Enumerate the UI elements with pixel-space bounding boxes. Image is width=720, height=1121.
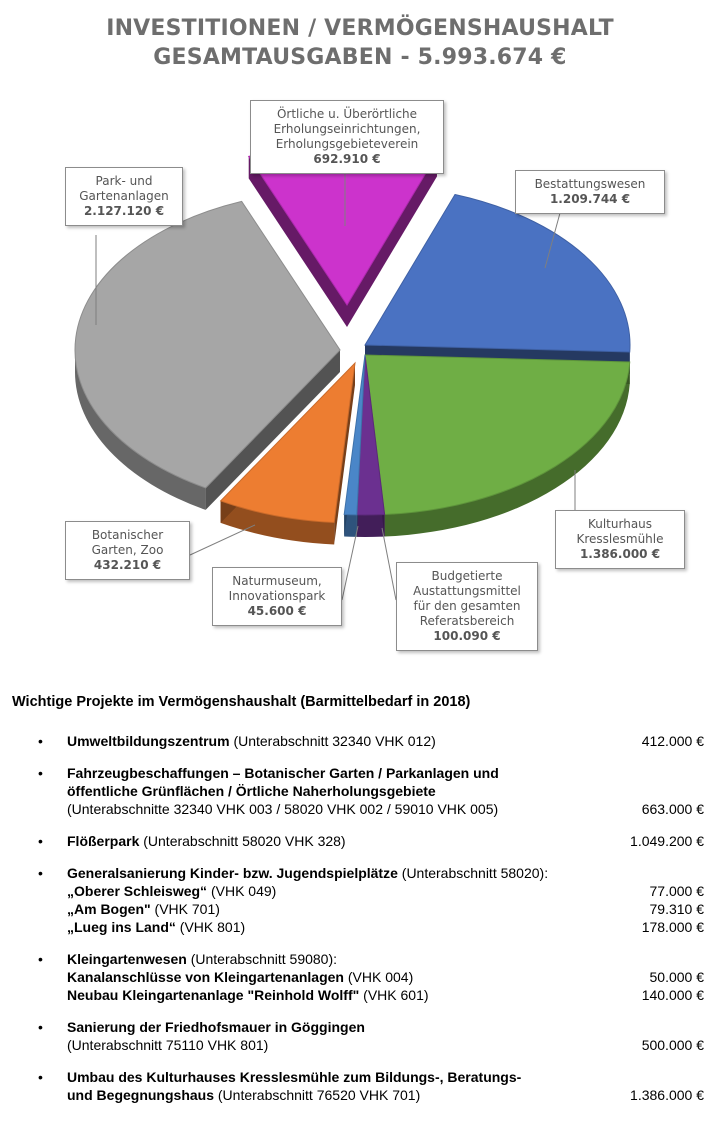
project-line bbox=[67, 968, 704, 986]
projects-heading: Wichtige Projekte im Vermögenshaushalt (Barmittelbedarf in 2018) bbox=[12, 694, 471, 710]
project-detail: (Unterabschnitt 58020 VHK 328) bbox=[139, 833, 346, 849]
project-name: Neubau Kleingartenanlage "Reinhold Wolff" bbox=[67, 987, 360, 1003]
project-line bbox=[67, 764, 704, 782]
project-line bbox=[67, 918, 704, 936]
project-name: Kanalanschlüsse von Kleingartenanlagen bbox=[67, 969, 344, 985]
chart-title-line1: INVESTITIONEN / VERMÖGENSHAUSHALT bbox=[106, 16, 614, 41]
callout-label-budget: Budgetierte Austattungsmittel für den gesamten Referatsbereich bbox=[413, 569, 521, 628]
callout-kultur bbox=[555, 510, 685, 569]
project-name: Generalsanierung Kinder- bzw. Jugendspielplätze bbox=[67, 865, 398, 881]
callout-value-botanik: 432.210 € bbox=[93, 558, 162, 572]
project-item bbox=[38, 864, 704, 936]
callout-erholung bbox=[250, 100, 444, 174]
project-line bbox=[67, 864, 704, 882]
bullet: • bbox=[38, 765, 43, 781]
callout-value-kultur: 1.386.000 € bbox=[579, 547, 661, 561]
project-name: Flößerpark bbox=[67, 833, 140, 849]
project-line bbox=[67, 986, 704, 1004]
callout-value-budget: 100.090 € bbox=[433, 629, 501, 643]
project-detail: (Unterabschnitt 58020): bbox=[397, 865, 549, 881]
project-amount: 79.310 € bbox=[649, 901, 704, 917]
project-detail: (Unterabschnitte 32340 VHK 003 / 58020 VHK 002 / 59010 VHK 005) bbox=[67, 801, 499, 817]
project-amount: 1.386.000 € bbox=[630, 1087, 704, 1103]
callout-label-erholung: Örtliche u. Überörtliche Erholungseinrichtungen, Erholungsgebieteverein bbox=[273, 107, 421, 151]
project-name: Umbau des Kulturhauses Kresslesmühle zum Bildungs-, Beratungs- bbox=[67, 1069, 522, 1085]
project-detail: (VHK 049) bbox=[207, 883, 277, 899]
project-amount: 140.000 € bbox=[641, 987, 704, 1003]
project-name: „Oberer Schleisweg“ bbox=[67, 883, 208, 899]
bullet: • bbox=[38, 1069, 43, 1085]
project-name: und Begegnungshaus bbox=[67, 1087, 214, 1103]
callout-value-bestattung: 1.209.744 € bbox=[549, 192, 631, 206]
project-amount: 1.049.200 € bbox=[630, 833, 704, 849]
bullet: • bbox=[38, 733, 43, 749]
project-detail: (VHK 601) bbox=[359, 987, 429, 1003]
callout-natur bbox=[212, 567, 342, 626]
project-detail: (Unterabschnitt 76520 VHK 701) bbox=[214, 1087, 421, 1103]
project-amount: 178.000 € bbox=[641, 919, 704, 935]
project-line bbox=[67, 882, 704, 900]
project-detail: (VHK 004) bbox=[343, 969, 414, 985]
project-name: „Am Bogen" bbox=[67, 901, 151, 917]
callout-value-natur: 45.600 € bbox=[247, 604, 307, 618]
project-line bbox=[67, 832, 704, 850]
project-name: Fahrzeugbeschaffungen – Botanischer Garten / Parkanlagen und bbox=[67, 765, 499, 781]
bullet: • bbox=[38, 951, 43, 967]
leader-line-natur bbox=[342, 526, 358, 600]
project-amount: 77.000 € bbox=[649, 883, 704, 899]
pie-slice-kultur bbox=[365, 355, 630, 515]
project-detail: (VHK 701) bbox=[150, 901, 220, 917]
callout-budget bbox=[396, 562, 538, 651]
project-item bbox=[38, 1068, 704, 1104]
callout-botanik bbox=[65, 521, 190, 580]
project-line bbox=[67, 1068, 704, 1086]
pie-slice-side-budget bbox=[357, 515, 385, 537]
chart-title-line2: GESAMTAUSGABEN - 5.993.674 € bbox=[153, 45, 567, 70]
project-amount: 500.000 € bbox=[641, 1037, 704, 1053]
project-detail: (Unterabschnitt 75110 VHK 801) bbox=[67, 1037, 269, 1053]
callout-label-bestattung: Bestattungswesen bbox=[534, 177, 646, 191]
project-line bbox=[67, 1086, 704, 1104]
callout-label-kultur: Kulturhaus Kresslesmühle bbox=[576, 517, 664, 546]
project-name: Sanierung der Friedhofsmauer in Göggingen bbox=[67, 1019, 365, 1035]
leader-line-botanik bbox=[190, 525, 255, 555]
project-name: „Lueg ins Land“ bbox=[67, 919, 176, 935]
project-line bbox=[67, 1018, 704, 1036]
project-line bbox=[67, 800, 704, 818]
project-amount: 412.000 € bbox=[641, 733, 704, 749]
project-detail: (Unterabschnitt 59080): bbox=[186, 951, 338, 967]
project-item bbox=[38, 732, 704, 750]
project-detail: (Unterabschnitt 32340 VHK 012) bbox=[229, 733, 436, 749]
project-line bbox=[67, 900, 704, 918]
callout-label-botanik: Botanischer Garten, Zoo bbox=[91, 528, 164, 557]
project-item bbox=[38, 764, 704, 818]
project-line bbox=[67, 782, 704, 800]
callout-value-erholung: 692.910 € bbox=[313, 152, 381, 166]
project-name: Umweltbildungszentrum bbox=[67, 733, 230, 749]
project-amount: 50.000 € bbox=[649, 969, 704, 985]
callout-value-park: 2.127.120 € bbox=[83, 204, 165, 218]
callout-bestattung bbox=[515, 170, 665, 214]
project-name: Kleingartenwesen bbox=[67, 951, 187, 967]
bullet: • bbox=[38, 1019, 43, 1035]
project-line bbox=[67, 1036, 704, 1054]
leader-line-budget bbox=[382, 528, 396, 600]
callout-label-park: Park- und Gartenanlagen bbox=[79, 174, 169, 203]
project-line bbox=[67, 732, 704, 750]
callout-label-natur: Naturmuseum, Innovationspark bbox=[228, 574, 326, 603]
project-name: öffentliche Grünflächen / Örtliche Naherholungsgebiete bbox=[67, 783, 436, 799]
bullet: • bbox=[38, 865, 43, 881]
project-item bbox=[38, 1018, 704, 1054]
project-item bbox=[38, 950, 704, 1004]
bullet: • bbox=[38, 833, 43, 849]
project-item bbox=[38, 832, 704, 850]
project-detail: (VHK 801) bbox=[175, 919, 246, 935]
project-line bbox=[67, 950, 704, 968]
project-amount: 663.000 € bbox=[641, 801, 704, 817]
callout-park bbox=[65, 167, 183, 226]
